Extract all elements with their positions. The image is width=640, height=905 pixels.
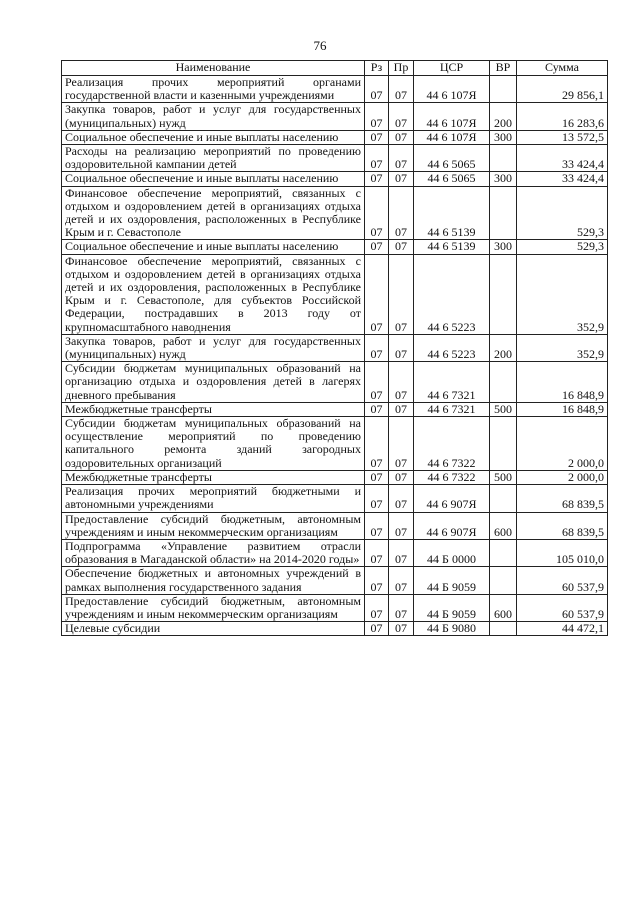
cell-csr: 44 6 907Я	[414, 512, 490, 539]
cell-csr: 44 Б 0000	[414, 539, 490, 566]
table-row	[62, 145, 608, 172]
cell-name: Межбюджетные трансферты	[62, 470, 365, 484]
budget-table	[61, 60, 608, 636]
cell-csr: 44 6 7322	[414, 417, 490, 471]
table-row	[62, 172, 608, 186]
cell-pr: 07	[389, 485, 414, 512]
cell-csr: 44 6 107Я	[414, 130, 490, 144]
cell-name: Расходы на реализацию мероприятий по проведению оздоровительной кампании детей	[62, 145, 365, 172]
table-row	[62, 417, 608, 471]
cell-rz: 07	[365, 362, 389, 403]
cell-rz: 07	[365, 240, 389, 254]
header-sum: Сумма	[517, 61, 608, 76]
cell-sum: 13 572,5	[517, 130, 608, 144]
cell-name: Субсидии бюджетам муниципальных образований на осуществление мероприятий по проведению капитального ремонта зданий загородных оздоровительных организаций	[62, 417, 365, 471]
cell-vr	[490, 76, 517, 103]
cell-pr: 07	[389, 622, 414, 636]
cell-csr: 44 Б 9059	[414, 567, 490, 594]
table-row	[62, 512, 608, 539]
cell-pr: 07	[389, 470, 414, 484]
cell-vr	[490, 362, 517, 403]
table-row	[62, 240, 608, 254]
table-row	[62, 254, 608, 334]
cell-sum: 2 000,0	[517, 417, 608, 471]
cell-csr: 44 6 907Я	[414, 485, 490, 512]
cell-pr: 07	[389, 512, 414, 539]
cell-csr: 44 Б 9080	[414, 622, 490, 636]
cell-sum: 352,9	[517, 254, 608, 334]
table-row	[62, 76, 608, 103]
cell-pr: 07	[389, 254, 414, 334]
cell-sum: 16 848,9	[517, 402, 608, 416]
cell-pr: 07	[389, 240, 414, 254]
header-csr: ЦСР	[414, 61, 490, 76]
cell-csr: 44 6 107Я	[414, 76, 490, 103]
cell-name: Реализация прочих мероприятий органами государственной власти и казенными учреждениями	[62, 76, 365, 103]
cell-name: Финансовое обеспечение мероприятий, связанных с отдыхом и оздоровлением детей в организациях отдыха детей и их оздоровления, расположенных в Республике Крым и г. Севастополе, для субъектов Российской Федерации, пострадавших в 2013 году от крупномасштабного наводнения	[62, 254, 365, 334]
table-row	[62, 539, 608, 566]
cell-sum: 105 010,0	[517, 539, 608, 566]
cell-csr: 44 6 5139	[414, 240, 490, 254]
cell-csr: 44 6 5139	[414, 186, 490, 240]
cell-vr: 600	[490, 594, 517, 621]
cell-csr: 44 Б 9059	[414, 594, 490, 621]
cell-rz: 07	[365, 417, 389, 471]
cell-vr: 500	[490, 470, 517, 484]
cell-pr: 07	[389, 539, 414, 566]
cell-sum: 29 856,1	[517, 76, 608, 103]
cell-rz: 07	[365, 622, 389, 636]
cell-vr	[490, 186, 517, 240]
table-row	[62, 186, 608, 240]
cell-name: Социальное обеспечение и иные выплаты населению	[62, 172, 365, 186]
table-row	[62, 402, 608, 416]
table-row	[62, 130, 608, 144]
cell-sum: 2 000,0	[517, 470, 608, 484]
cell-vr	[490, 567, 517, 594]
cell-name: Закупка товаров, работ и услуг для государственных (муниципальных) нужд	[62, 103, 365, 130]
cell-csr: 44 6 5223	[414, 254, 490, 334]
table-row	[62, 622, 608, 636]
cell-pr: 07	[389, 334, 414, 361]
cell-sum: 33 424,4	[517, 172, 608, 186]
cell-csr: 44 6 5065	[414, 145, 490, 172]
cell-csr: 44 6 5065	[414, 172, 490, 186]
cell-rz: 07	[365, 485, 389, 512]
cell-rz: 07	[365, 103, 389, 130]
cell-pr: 07	[389, 145, 414, 172]
cell-name: Целевые субсидии	[62, 622, 365, 636]
cell-vr	[490, 145, 517, 172]
cell-pr: 07	[389, 172, 414, 186]
table-row	[62, 567, 608, 594]
header-vr: ВР	[490, 61, 517, 76]
cell-sum: 60 537,9	[517, 567, 608, 594]
cell-pr: 07	[389, 567, 414, 594]
cell-vr: 200	[490, 334, 517, 361]
cell-vr	[490, 417, 517, 471]
cell-name: Социальное обеспечение и иные выплаты населению	[62, 240, 365, 254]
cell-name: Предоставление субсидий бюджетным, автономным учреждениям и иным некоммерческим организациям	[62, 512, 365, 539]
cell-rz: 07	[365, 567, 389, 594]
cell-name: Обеспечение бюджетных и автономных учреждений в рамках выполнения государственного задания	[62, 567, 365, 594]
cell-vr: 600	[490, 512, 517, 539]
cell-pr: 07	[389, 362, 414, 403]
cell-sum: 352,9	[517, 334, 608, 361]
cell-pr: 07	[389, 76, 414, 103]
table-row	[62, 103, 608, 130]
cell-pr: 07	[389, 186, 414, 240]
cell-vr: 300	[490, 130, 517, 144]
cell-csr: 44 6 107Я	[414, 103, 490, 130]
cell-sum: 33 424,4	[517, 145, 608, 172]
cell-pr: 07	[389, 594, 414, 621]
cell-sum: 68 839,5	[517, 485, 608, 512]
table-row	[62, 594, 608, 621]
cell-rz: 07	[365, 172, 389, 186]
cell-pr: 07	[389, 130, 414, 144]
cell-rz: 07	[365, 76, 389, 103]
cell-vr	[490, 622, 517, 636]
table-header-row	[62, 61, 608, 76]
cell-csr: 44 6 5223	[414, 334, 490, 361]
header-pr: Пр	[389, 61, 414, 76]
cell-rz: 07	[365, 130, 389, 144]
table-row	[62, 485, 608, 512]
cell-name: Субсидии бюджетам муниципальных образований на организацию отдыха и оздоровления детей в лагерях дневного пребывания	[62, 362, 365, 403]
cell-sum: 529,3	[517, 186, 608, 240]
cell-name: Реализация прочих мероприятий бюджетными и автономными учреждениями	[62, 485, 365, 512]
cell-rz: 07	[365, 539, 389, 566]
table-body	[62, 76, 608, 636]
cell-vr	[490, 254, 517, 334]
table-row	[62, 334, 608, 361]
cell-rz: 07	[365, 402, 389, 416]
cell-vr: 200	[490, 103, 517, 130]
cell-sum: 16 848,9	[517, 362, 608, 403]
cell-sum: 16 283,6	[517, 103, 608, 130]
cell-rz: 07	[365, 145, 389, 172]
cell-vr: 500	[490, 402, 517, 416]
cell-name: Подпрограмма «Управление развитием отрасли образования в Магаданской области» на 2014-2020 годы»	[62, 539, 365, 566]
page-number: 76	[313, 38, 327, 53]
cell-rz: 07	[365, 334, 389, 361]
cell-name: Межбюджетные трансферты	[62, 402, 365, 416]
cell-vr	[490, 485, 517, 512]
header-rz: Рз	[365, 61, 389, 76]
cell-pr: 07	[389, 402, 414, 416]
cell-sum: 68 839,5	[517, 512, 608, 539]
cell-sum: 60 537,9	[517, 594, 608, 621]
cell-vr: 300	[490, 240, 517, 254]
cell-sum: 529,3	[517, 240, 608, 254]
table-row	[62, 362, 608, 403]
cell-name: Финансовое обеспечение мероприятий, связанных с отдыхом и оздоровлением детей в организациях отдыха детей и их оздоровления, расположенных в Республике Крым и г. Севастополе	[62, 186, 365, 240]
cell-csr: 44 6 7322	[414, 470, 490, 484]
cell-name: Социальное обеспечение и иные выплаты населению	[62, 130, 365, 144]
cell-sum: 44 472,1	[517, 622, 608, 636]
cell-pr: 07	[389, 417, 414, 471]
table-row	[62, 470, 608, 484]
cell-rz: 07	[365, 470, 389, 484]
cell-rz: 07	[365, 512, 389, 539]
cell-csr: 44 6 7321	[414, 402, 490, 416]
cell-name: Предоставление субсидий бюджетным, автономным учреждениям и иным некоммерческим организациям	[62, 594, 365, 621]
cell-vr: 300	[490, 172, 517, 186]
header-name: Наименование	[62, 61, 365, 76]
cell-rz: 07	[365, 594, 389, 621]
cell-rz: 07	[365, 254, 389, 334]
cell-vr	[490, 539, 517, 566]
cell-rz: 07	[365, 186, 389, 240]
cell-name: Закупка товаров, работ и услуг для государственных (муниципальных) нужд	[62, 334, 365, 361]
cell-pr: 07	[389, 103, 414, 130]
cell-csr: 44 6 7321	[414, 362, 490, 403]
